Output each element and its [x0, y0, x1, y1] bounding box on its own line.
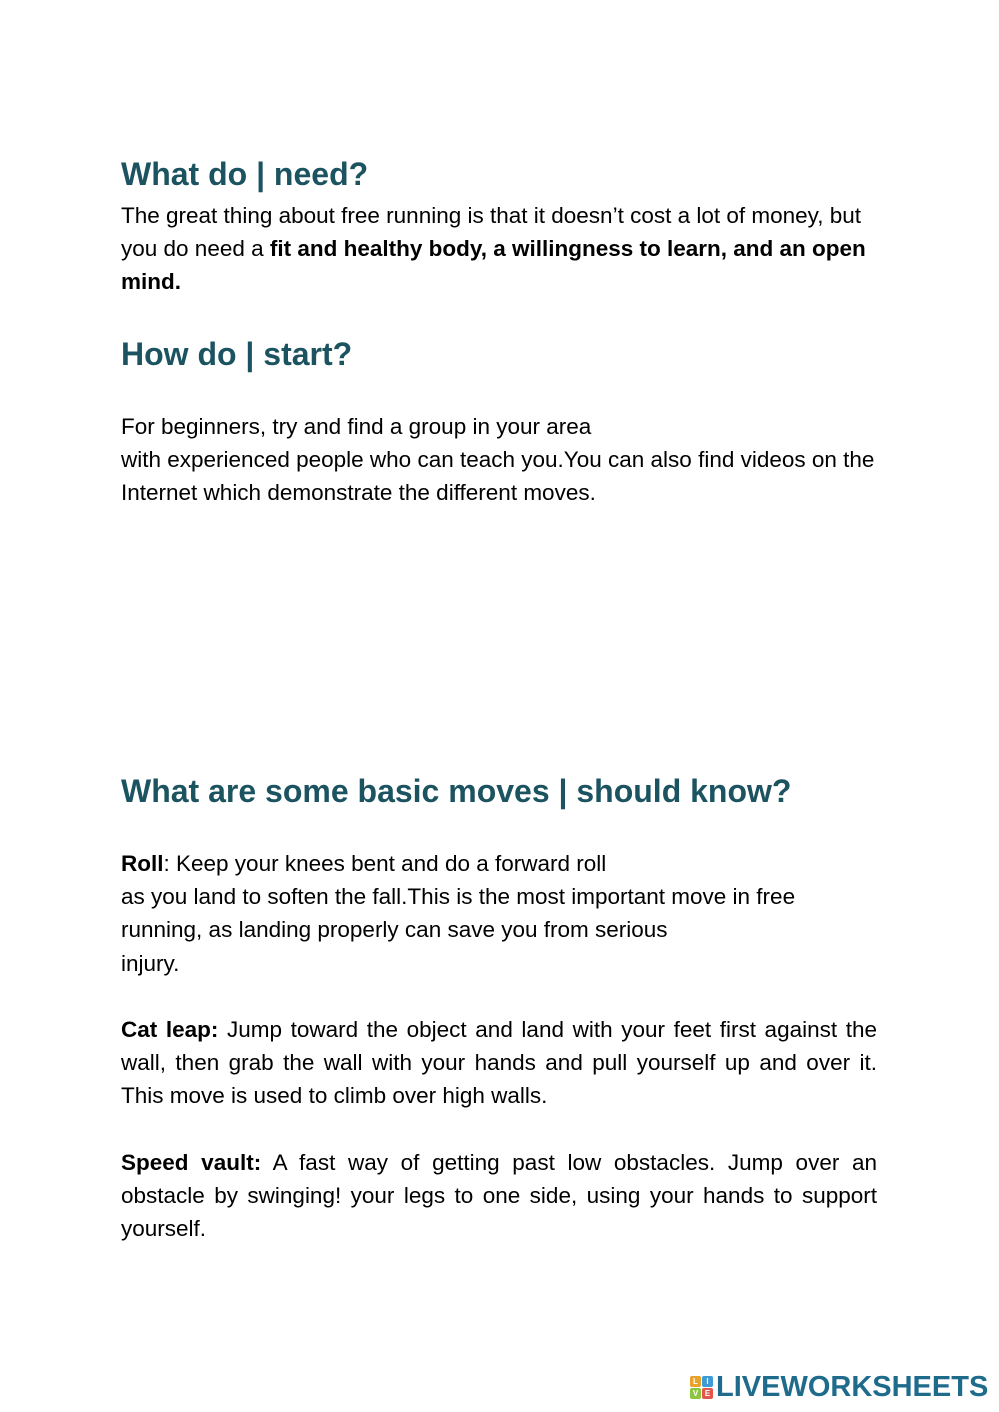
logo-letter-i: I [702, 1376, 713, 1387]
logo-letter-v: V [690, 1388, 701, 1399]
brand-name: LIVEWORKSHEETS [716, 1370, 989, 1403]
heading-what-do-i-need: What do | need? [121, 156, 369, 192]
start-line-2: with experienced people who can teach you.You can also find videos on the Internet which demonstrate the different moves. [121, 447, 875, 506]
roll-line-3: injury. [121, 950, 180, 976]
paragraph-how-do-i-start [121, 410, 877, 510]
roll-line-2: as you land to soften the fall.This is the most important move in free running, as landing properly can save you from serious [121, 884, 796, 943]
speed-vault-term: Speed vault: [121, 1150, 262, 1175]
paragraph-roll [121, 847, 877, 980]
start-line-1: For beginners, try and find a group in your area [121, 414, 592, 439]
logo-letter-l: L [690, 1376, 701, 1387]
roll-term: Roll [121, 851, 164, 876]
paragraph-cat-leap [121, 1013, 877, 1113]
cat-leap-text: Jump toward the object and land with your feet first against the wall, then grab the wall with your hands and pull yourself up and over it. This move is used to climb over high walls. [121, 1017, 877, 1109]
cat-leap-term: Cat leap: [121, 1017, 219, 1042]
heading-how-do-i-start: How do | start? [121, 336, 353, 372]
paragraph-what-do-i-need [121, 199, 877, 299]
speed-vault-text: A fast way of getting past low obstacles. Jump over an obstacle by swinging! your legs to one side, using your hands to support yourself. [121, 1150, 878, 1242]
logo-letter-e: E [702, 1388, 713, 1399]
logo-mark-icon [690, 1376, 713, 1399]
heading-basic-moves: What are some basic moves | should know? [121, 773, 792, 809]
paragraph-speed-vault [121, 1146, 877, 1246]
liveworksheets-logo [690, 1371, 988, 1403]
need-bold-text: fit and healthy body, a willingness to learn, and an open mind. [121, 236, 866, 295]
need-text: The great thing about free running is that it doesn’t cost a lot of money, but you do need a [121, 203, 862, 262]
roll-line-1: : Keep your knees bent and do a forward roll [163, 851, 607, 876]
